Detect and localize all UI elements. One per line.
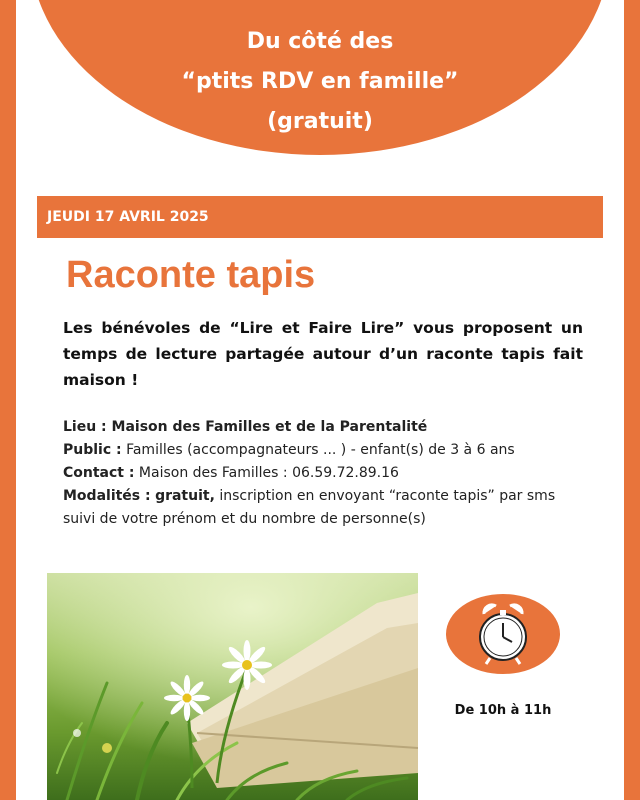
- header-line-3: (gratuit): [267, 109, 373, 134]
- header-line-2: “ptits RDV en famille”: [181, 69, 459, 94]
- flyer-page: [16, 0, 624, 800]
- book-photo-illustration: [47, 573, 418, 800]
- contact-label: Contact :: [63, 465, 135, 481]
- event-details: [63, 416, 583, 531]
- book-and-daisies-photo: [47, 573, 418, 800]
- detail-public: [63, 439, 583, 462]
- event-date-bar: [37, 196, 603, 238]
- public-value: Familles (accompagnateurs ... ) - enfant(s) de 3 à 6 ans: [126, 442, 515, 458]
- event-time: De 10h à 11h: [454, 703, 552, 718]
- detail-contact: [63, 462, 583, 485]
- modalites-strong: gratuit,: [155, 488, 215, 504]
- alarm-clock-icon: [446, 594, 560, 674]
- header-line-1: Du côté des: [246, 29, 394, 54]
- event-date: JEUDI 17 AVRIL 2025: [47, 209, 209, 225]
- contact-value: Maison des Familles : 06.59.72.89.16: [138, 465, 399, 481]
- clock-blob: [446, 594, 560, 674]
- modalites-value: inscription en envoyant “raconte tapis” par sms suivi de votre prénom et du nombre de personne(s): [63, 488, 556, 527]
- public-label: Public :: [63, 442, 122, 458]
- detail-location: [63, 416, 583, 439]
- detail-modalites: [63, 485, 583, 531]
- header-title: [16, 22, 624, 142]
- event-intro: Les bénévoles de “Lire et Faire Lire” vous proposent un temps de lecture partagée autour d’un raconte tapis fait maison !: [63, 319, 583, 389]
- modalites-label: Modalités :: [63, 488, 151, 504]
- location-label: Lieu : Maison des Familles et de la Parentalité: [63, 419, 428, 435]
- event-title: Raconte tapis: [66, 254, 316, 296]
